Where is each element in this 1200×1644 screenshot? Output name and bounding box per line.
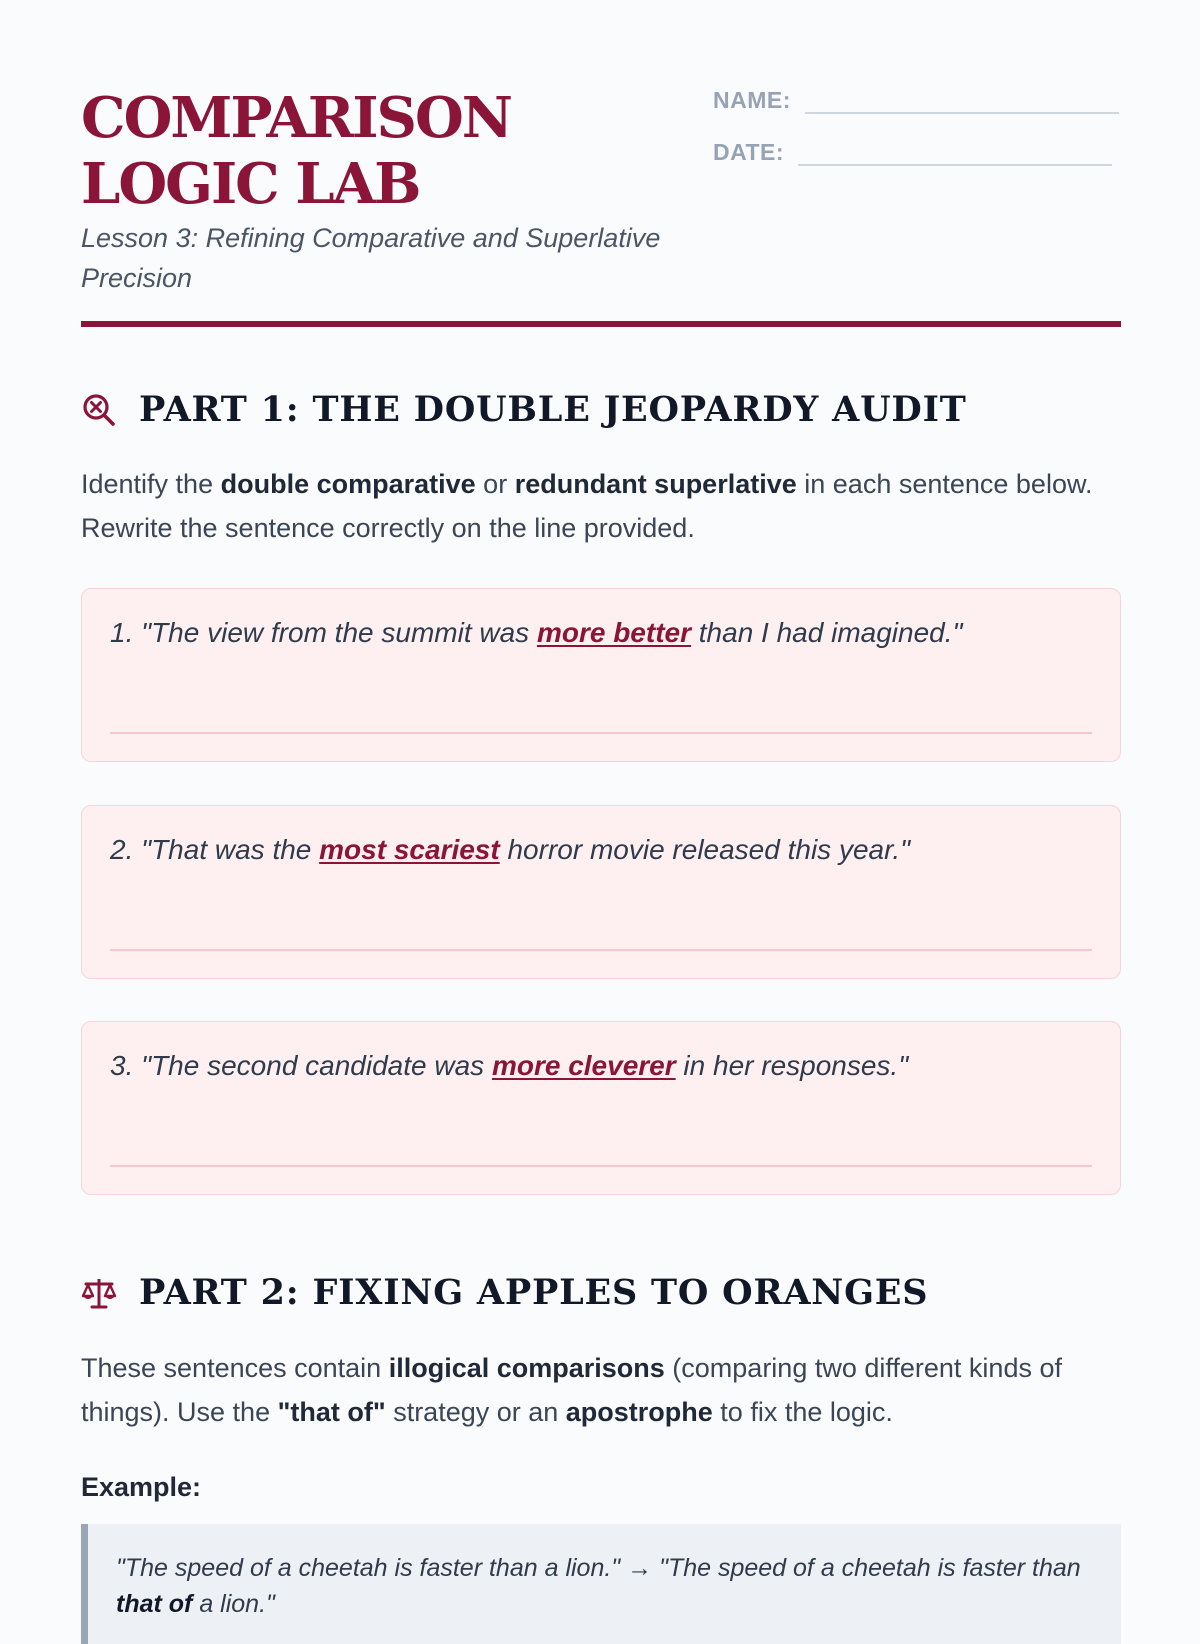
- sentence-text: than I had imagined.": [691, 617, 963, 648]
- instr-text: These sentences contain: [81, 1353, 389, 1383]
- date-line[interactable]: [798, 142, 1112, 166]
- instr-text: (comparing two different kinds of things). Use the: [81, 1353, 1062, 1427]
- instr-text: strategy or an: [385, 1397, 566, 1427]
- example-label: Example:: [81, 1472, 202, 1502]
- name-field[interactable]: [713, 87, 1119, 114]
- instr-text: Identify the: [81, 469, 221, 499]
- part1-title: PART 1: THE DOUBLE JEOPARDY AUDIT: [139, 389, 967, 430]
- sentence-text: in her responses.": [675, 1050, 909, 1081]
- example-bold: that of: [116, 1590, 193, 1618]
- scale-icon: [81, 1275, 117, 1311]
- part2-instructions: [81, 1346, 1121, 1434]
- sentence-text: 3. "The second candidate was: [110, 1050, 492, 1081]
- part2-heading: [81, 1272, 928, 1313]
- error-phrase: more better: [536, 617, 691, 648]
- exercise-card: [81, 805, 1121, 979]
- instr-text: in each sentence below. Rewrite the sentence correctly on the line provided.: [81, 469, 1093, 543]
- exercise-sentence: [110, 834, 1092, 866]
- example-sentence: a lion.": [192, 1590, 275, 1618]
- example-sentence: "The speed of a cheetah is faster than a lion." → "The speed of a cheetah is faster than: [116, 1554, 1081, 1582]
- exercise-sentence: [110, 1050, 1092, 1082]
- sentence-text: horror movie released this year.": [499, 834, 911, 865]
- page-title: COMPARISON LOGIC LAB: [81, 85, 511, 217]
- instr-text: or: [475, 469, 515, 499]
- instr-text: to fix the logic.: [712, 1397, 893, 1427]
- name-label: NAME:: [713, 87, 791, 113]
- example-text: [116, 1550, 1097, 1622]
- instr-bold: apostrophe: [565, 1397, 713, 1427]
- answer-line[interactable]: [110, 1165, 1092, 1167]
- exercise-sentence: [110, 617, 1092, 649]
- magnifier-x-icon: [81, 392, 117, 428]
- sentence-text: 1. "The view from the summit was: [110, 617, 537, 648]
- name-line[interactable]: [805, 90, 1119, 114]
- example-box: [81, 1524, 1121, 1644]
- error-phrase: more cleverer: [491, 1050, 676, 1081]
- part2-title: PART 2: FIXING APPLES TO ORANGES: [139, 1272, 929, 1313]
- page-subtitle: Lesson 3: Refining Comparative and Superlative Precision: [81, 223, 661, 293]
- part1-heading: [81, 389, 967, 430]
- header-divider: [81, 321, 1121, 327]
- exercise-card: [81, 588, 1121, 762]
- answer-line[interactable]: [110, 949, 1092, 951]
- part1-instructions: [81, 462, 1121, 550]
- instr-bold: "that of": [277, 1397, 386, 1427]
- instr-bold: double comparative: [220, 469, 476, 499]
- date-field[interactable]: [713, 139, 1112, 166]
- instr-bold: redundant superlative: [514, 469, 797, 499]
- date-label: DATE:: [713, 139, 785, 165]
- exercise-card: [81, 1021, 1121, 1195]
- error-phrase: most scariest: [319, 834, 500, 865]
- answer-line[interactable]: [110, 732, 1092, 734]
- instr-bold: illogical comparisons: [388, 1353, 665, 1383]
- sentence-text: 2. "That was the: [110, 834, 320, 865]
